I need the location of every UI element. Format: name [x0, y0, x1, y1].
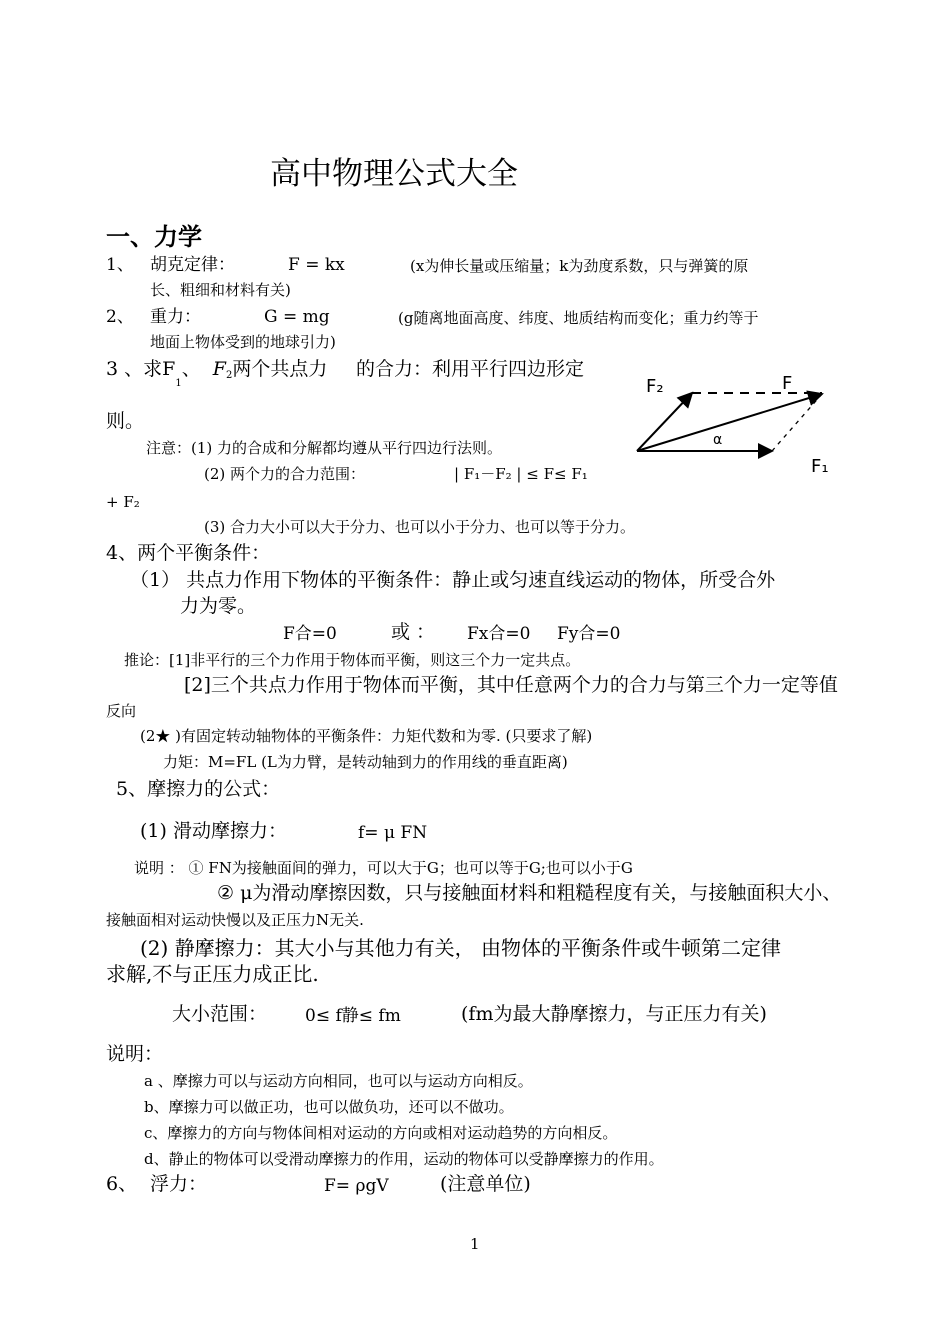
page-title: 高中物理公式大全 — [270, 156, 518, 192]
item-3-rest: 的合力：利用平行四边形定 — [356, 358, 585, 380]
item-2-formula: G = mg — [264, 307, 330, 327]
item-5-sliding-formula: f= μ FN — [358, 823, 428, 843]
item-5-range-label: 大小范围： — [172, 1003, 268, 1025]
diagram-label-f: F — [782, 373, 793, 394]
item-3-line2: 则。 — [106, 410, 145, 432]
item-1-name: 胡克定律： — [150, 255, 235, 275]
page-number: 1 — [470, 1235, 480, 1253]
diagram-label-alpha: α — [713, 432, 723, 448]
item-4-eq-2: Fx合=0 — [467, 624, 531, 644]
item-1-note: (x为伸长量或压缩量；k为劲度系数，只与弹簧的原 — [410, 257, 749, 275]
item-3-note-1: 注意：(1) 力的合成和分解都均遵从平行四边行法则。 — [146, 439, 503, 457]
item-5-note-d: d、静止的物体可以受滑动摩擦力的作用，运动的物体可以受静摩擦力的作用。 — [144, 1150, 664, 1168]
item-4-moment: 力矩：M=FL (L为力臂，是转动轴到力的作用线的垂直距离) — [163, 753, 568, 771]
item-3-suffix: 两个共点力 — [232, 358, 328, 380]
item-4-eq-1: F合=0 — [283, 624, 337, 644]
item-4-heading: 4、两个平衡条件： — [106, 542, 271, 564]
item-2-name: 重力： — [150, 307, 201, 327]
item-4-p2: (2★ )有固定转动轴物体的平衡条件：力矩代数和为零. (只要求了解) — [140, 727, 593, 745]
item-1-number: 1、 — [106, 255, 134, 275]
item-6-name: 浮力： — [150, 1173, 208, 1195]
item-3-f2: F — [212, 358, 226, 380]
item-5-note-a: a 、摩擦力可以与运动方向相同，也可以与运动方向相反。 — [144, 1072, 533, 1090]
item-6-note: (注意单位) — [440, 1173, 531, 1195]
item-1-formula: F = kx — [288, 255, 345, 275]
force-parallelogram-diagram — [600, 360, 850, 490]
item-3-note-2: (2) 两个力的合力范围： — [204, 465, 366, 483]
item-3-prefix: 3 、求F — [106, 358, 176, 380]
item-5-static-cont: 求解,不与正压力成正比. — [106, 962, 319, 986]
item-3-f2-sub: 2 — [225, 370, 233, 381]
item-5-range-eq: 0≤ f静≤ fm — [305, 1006, 401, 1026]
item-3-note-3: (3) 合力大小可以大于分力、也可以小于分力、也可以等于分力。 — [204, 518, 636, 536]
item-4-inference-2: [2]三个共点力作用于物体而平衡，其中任意两个力的合力与第三个力一定等值 — [184, 674, 838, 696]
item-3-sep: 、 — [181, 358, 201, 380]
item-5-note-heading: 说明： — [106, 1043, 164, 1065]
item-6-number: 6、 — [106, 1173, 138, 1195]
item-2-note: (g随离地面高度、纬度、地质结构而变化；重力约等于 — [398, 309, 759, 327]
item-5-explain-2: ② μ为滑动摩擦因数，只与接触面材料和粗糙程度有关，与接触面积大小、 — [217, 882, 842, 904]
section-heading-mechanics: 一、力学 — [106, 223, 202, 251]
item-3-note-2-range: | F₁－F₂ | ≤ F≤ F₁ — [454, 465, 588, 483]
item-5-sliding: (1) 滑动摩擦力： — [140, 820, 287, 842]
item-6-formula: F= ρgV — [324, 1176, 389, 1196]
item-5-range-note: (fm为最大静摩擦力，与正压力有关) — [461, 1003, 767, 1025]
diagram-label-f1: F₁ — [811, 456, 829, 477]
item-1-note-cont: 长、粗细和材料有关) — [150, 281, 291, 299]
item-5-note-c: c、摩擦力的方向与物体间相对运动的方向或相对运动趋势的方向相反。 — [144, 1124, 618, 1142]
item-4-p1-cont: 力为零。 — [180, 595, 257, 617]
item-3-heading — [106, 358, 327, 387]
item-5-explain-3: 接触面相对运动快慢以及正压力N无关. — [106, 911, 364, 929]
item-3-f1-sub: 1 — [175, 378, 182, 389]
item-4-inference-1: 推论：[1]非平行的三个力作用于物体而平衡，则这三个力一定共点。 — [124, 651, 581, 669]
item-5-explain-1: 说明 ： ① FN为接触面间的弹力，可以大于G；也可以等于G;也可以小于G — [134, 859, 633, 877]
item-5-static: (2) 静摩擦力：其大小与其他力有关， 由物体的平衡条件或牛顿第二定律 — [140, 936, 782, 960]
item-2-note-cont: 地面上物体受到的地球引力) — [150, 333, 336, 351]
item-4-or: 或 ： — [391, 621, 436, 643]
item-5-note-b: b、摩擦力可以做正功，也可以做负功，还可以不做功。 — [144, 1098, 514, 1116]
item-4-inference-3: 反向 — [106, 702, 137, 720]
diagram-label-f2: F₂ — [646, 376, 664, 397]
item-2-number: 2、 — [106, 307, 134, 327]
item-5-heading: 5、摩擦力的公式： — [116, 778, 281, 800]
item-4-p1: （1） 共点力作用下物体的平衡条件：静止或匀速直线运动的物体，所受合外 — [130, 569, 776, 591]
item-3-note-2-cont: + F₂ — [106, 493, 140, 511]
item-4-eq-3: Fy合=0 — [557, 624, 621, 644]
